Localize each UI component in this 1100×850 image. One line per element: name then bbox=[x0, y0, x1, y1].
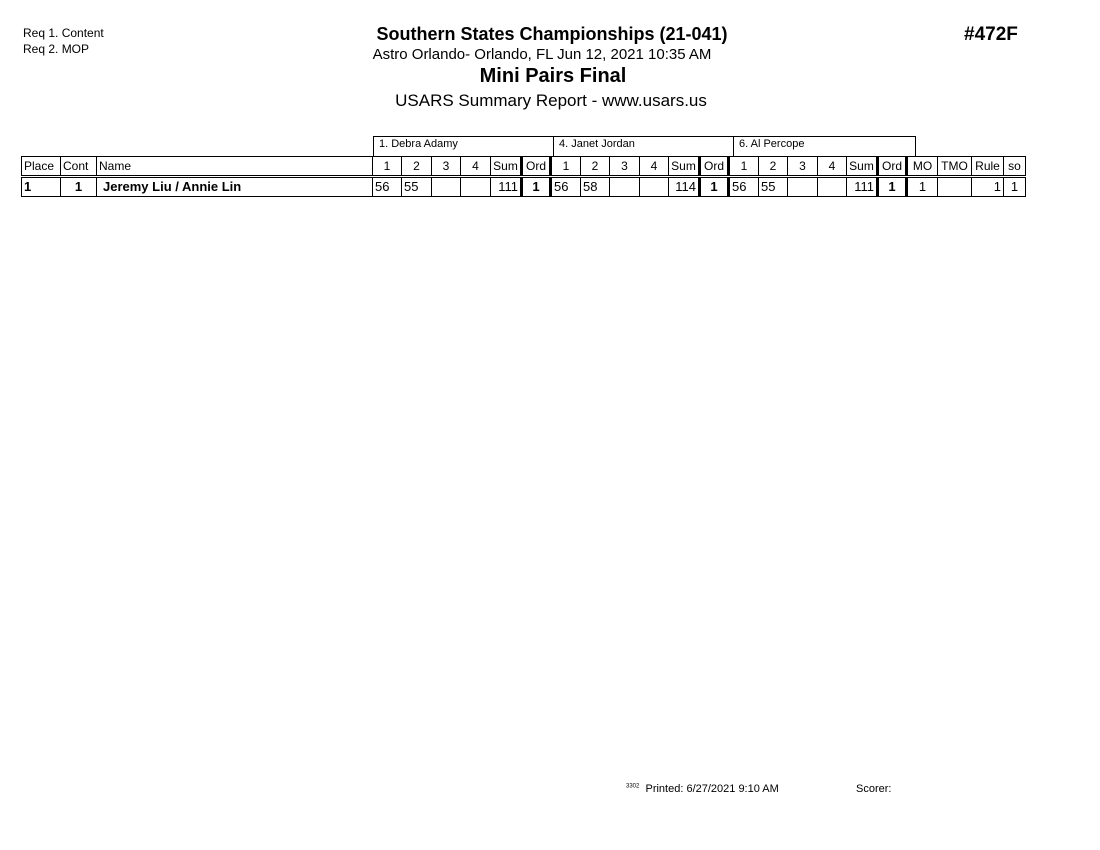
col-j1-sum: Sum bbox=[491, 157, 522, 177]
col-j1-ord: Ord bbox=[522, 157, 551, 177]
judge-name: 6. Al Percope bbox=[739, 138, 805, 150]
printed-timestamp: Printed: 6/27/2021 9:10 AM bbox=[645, 783, 779, 795]
event-name: Mini Pairs Final bbox=[479, 65, 627, 87]
tmo-cell bbox=[938, 177, 972, 197]
col-mo: MO bbox=[907, 157, 938, 177]
judge-header-2 bbox=[553, 136, 734, 156]
rule-cell: 1 bbox=[972, 177, 1004, 197]
col-j2-s3: 3 bbox=[610, 157, 640, 177]
j3-sum: 111 bbox=[847, 177, 878, 197]
j1-ordinal: 1 bbox=[522, 177, 551, 197]
j1-score-1: 56 bbox=[373, 177, 402, 197]
col-j2-s4: 4 bbox=[640, 157, 669, 177]
header-row bbox=[22, 157, 1026, 177]
requirement-1: Req 1. Content bbox=[23, 26, 104, 40]
j1-score-3 bbox=[432, 177, 461, 197]
cont-cell: 1 bbox=[61, 177, 97, 197]
judge-name: 1. Debra Adamy bbox=[379, 138, 458, 150]
j1-score-4 bbox=[461, 177, 491, 197]
col-so: so bbox=[1004, 157, 1026, 177]
place-cell: 1 bbox=[22, 177, 61, 197]
j3-score-4 bbox=[818, 177, 847, 197]
col-j2-sum: Sum bbox=[669, 157, 700, 177]
j2-score-3 bbox=[610, 177, 640, 197]
j2-ordinal: 1 bbox=[700, 177, 729, 197]
j3-score-3 bbox=[788, 177, 818, 197]
col-j3-ord: Ord bbox=[878, 157, 907, 177]
col-j3-s4: 4 bbox=[818, 157, 847, 177]
j2-score-2: 58 bbox=[581, 177, 610, 197]
col-place: Place bbox=[22, 157, 61, 177]
competition-title: Southern States Championships (21-041) bbox=[376, 24, 728, 44]
j3-ordinal: 1 bbox=[878, 177, 907, 197]
j2-sum: 114 bbox=[669, 177, 700, 197]
scorer-label: Scorer: bbox=[856, 783, 892, 795]
judge-header-1 bbox=[373, 136, 554, 156]
judge-name: 4. Janet Jordan bbox=[559, 138, 635, 150]
col-j1-s3: 3 bbox=[432, 157, 461, 177]
col-j2-s2: 2 bbox=[581, 157, 610, 177]
j1-score-2: 55 bbox=[402, 177, 432, 197]
j1-sum: 111 bbox=[491, 177, 522, 197]
j3-score-2: 55 bbox=[759, 177, 788, 197]
col-j3-sum: Sum bbox=[847, 157, 878, 177]
results-table bbox=[21, 156, 1026, 197]
col-rule: Rule bbox=[972, 157, 1004, 177]
footer-code: 3302 bbox=[626, 783, 640, 790]
table-row bbox=[22, 177, 1026, 197]
col-j3-s1: 1 bbox=[729, 157, 759, 177]
col-j1-s1: 1 bbox=[373, 157, 402, 177]
j2-score-4 bbox=[640, 177, 669, 197]
judge-header-3 bbox=[733, 136, 916, 156]
col-j3-s3: 3 bbox=[788, 157, 818, 177]
footer-printed bbox=[626, 783, 779, 795]
col-cont: Cont bbox=[61, 157, 97, 177]
col-name: Name bbox=[97, 157, 373, 177]
requirement-2: Req 2. MOP bbox=[23, 42, 90, 56]
mo-cell: 1 bbox=[907, 177, 938, 197]
event-number: #472F bbox=[964, 24, 1018, 45]
j3-score-1: 56 bbox=[729, 177, 759, 197]
col-j3-s2: 2 bbox=[759, 157, 788, 177]
col-j2-ord: Ord bbox=[700, 157, 729, 177]
col-j1-s4: 4 bbox=[461, 157, 491, 177]
col-j2-s1: 1 bbox=[551, 157, 581, 177]
skater-name: Jeremy Liu / Annie Lin bbox=[97, 177, 373, 197]
so-cell: 1 bbox=[1004, 177, 1026, 197]
col-j1-s2: 2 bbox=[402, 157, 432, 177]
venue-date: Astro Orlando- Orlando, FL Jun 12, 2021 10:35 AM bbox=[372, 46, 712, 63]
j2-score-1: 56 bbox=[551, 177, 581, 197]
report-title: USARS Summary Report - www.usars.us bbox=[395, 91, 707, 110]
col-tmo: TMO bbox=[938, 157, 972, 177]
